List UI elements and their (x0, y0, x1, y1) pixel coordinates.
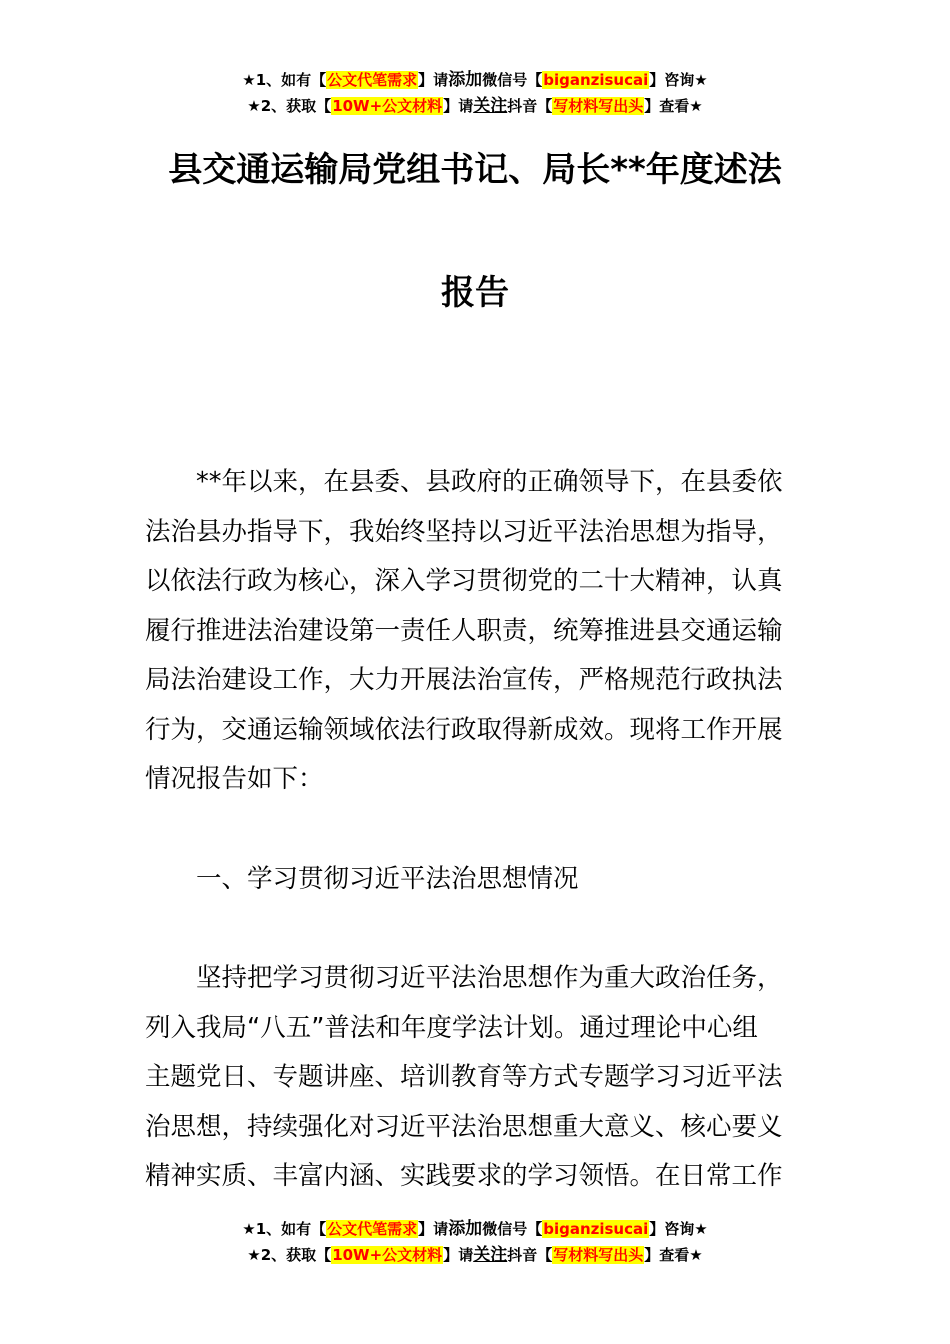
banner-highlight: 公文代笔需求 (327, 71, 418, 89)
section-paragraph (145, 954, 809, 1202)
banner-text: 】请 (443, 1246, 474, 1264)
banner-text: 抖音【 (507, 1246, 553, 1264)
banner-text: 微信号【 (482, 1220, 543, 1238)
intro-paragraph (145, 458, 809, 805)
paragraph-line: 法治县办指导下，我始终坚持以习近平法治思想为指导， (145, 516, 783, 547)
banner-text: 】咨询★ (649, 1220, 708, 1238)
banner-text: 抖音【 (507, 97, 553, 115)
banner-highlight: 写材料写出头 (553, 1246, 644, 1264)
banner-line-1 (0, 1216, 950, 1242)
paragraph-line: 主题党日、专题讲座、培训教育等方式专题学习习近平法 (145, 1062, 783, 1092)
paragraph-line: 行为，交通运输领域依法行政取得新成效。现将工作开展 (145, 714, 783, 745)
banner-emphasis: 关注 (473, 1245, 508, 1265)
banner-highlight: 写材料写出头 (553, 97, 644, 115)
paragraph-line: 履行推进法治建设第一责任人职责，统筹推进县交通运输 (145, 615, 783, 646)
banner-highlight: biganzisucai (543, 71, 649, 89)
banner-text: 】请 (418, 1220, 449, 1238)
banner-text: ★2、获取【 (247, 1246, 332, 1264)
footer-banner (0, 1216, 950, 1268)
banner-text: 微信号【 (482, 71, 543, 89)
banner-emphasis: 添加 (448, 1219, 483, 1239)
paragraph-line: 局法治建设工作，大力开展法治宣传，严格规范行政执法 (145, 665, 783, 695)
banner-text: 】请 (418, 71, 449, 89)
paragraph-line: 治思想，持续强化对习近平法治思想重大意义、核心要义 (145, 1111, 783, 1142)
banner-text: 】咨询★ (649, 71, 708, 89)
section-heading (145, 855, 809, 905)
banner-line-1 (0, 67, 950, 93)
section-heading-text: 一、学习贯彻习近平法治思想情况 (196, 864, 579, 894)
paragraph-line: 情况报告如下： (145, 764, 324, 794)
paragraph-line: 精神实质、丰富内涵、实践要求的学习领悟。在日常工作 (145, 1161, 783, 1191)
paragraph-line: 以依法行政为核心，深入学习贯彻党的二十大精神，认真 (145, 566, 783, 596)
paragraph-line: 坚持把学习贯彻习近平法治思想作为重大政治任务， (196, 963, 783, 993)
banner-emphasis: 关注 (473, 96, 508, 116)
header-banner (0, 67, 950, 119)
banner-text: 】查看★ (644, 97, 703, 115)
paragraph-line: **年以来，在县委、县政府的正确领导下，在县委依 (196, 467, 783, 497)
document-title-line-1: 县交通运输局党组书记、局长**年度述法 (168, 150, 782, 190)
document-title-line-2: 报告 (441, 273, 509, 313)
banner-text: 】查看★ (644, 1246, 703, 1264)
banner-text: ★2、获取【 (247, 97, 332, 115)
banner-text: ★1、如有【 (242, 1220, 327, 1238)
banner-text: 】请 (443, 97, 474, 115)
banner-highlight: 公文代笔需求 (327, 1220, 418, 1238)
banner-highlight: biganzisucai (543, 1220, 649, 1238)
banner-text: ★1、如有【 (242, 71, 327, 89)
banner-highlight: 10W+公文材料 (332, 1246, 443, 1264)
banner-emphasis: 添加 (448, 70, 483, 90)
paragraph-line: 列入我局“八五”普法和年度学法计划。通过理论中心组 (145, 1012, 758, 1043)
banner-highlight: 10W+公文材料 (332, 97, 443, 115)
banner-line-2 (0, 1242, 950, 1268)
banner-line-2 (0, 93, 950, 119)
